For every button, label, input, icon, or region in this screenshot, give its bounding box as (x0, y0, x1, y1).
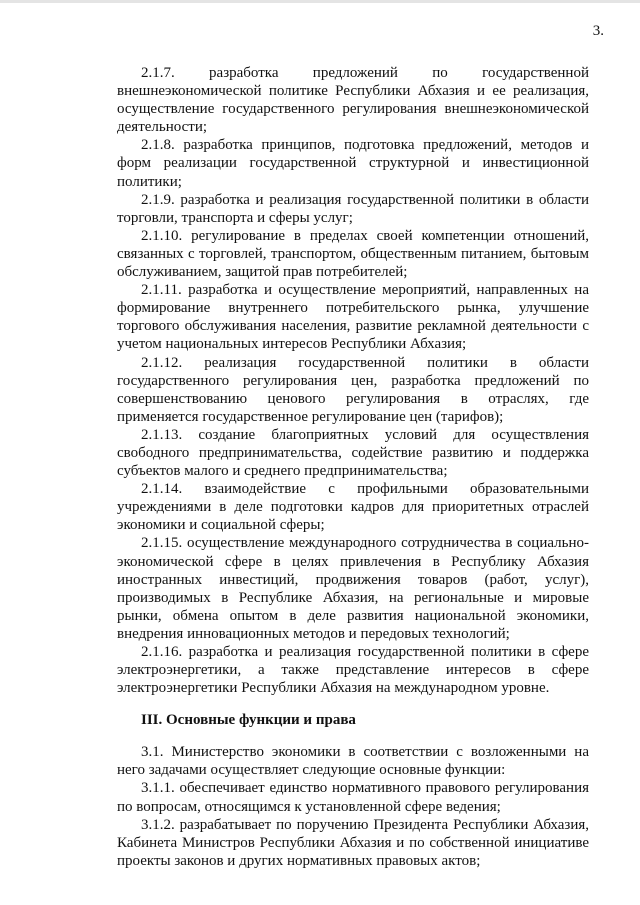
paragraph-3-1-1: 3.1.1. обеспечивает единство нормативного правового регулирования по вопросам, относящимся к установленной сфере ведения; (117, 780, 589, 815)
paragraph-3-1: 3.1. Министерство экономики в соответствии с возложенными на него задачами осуществляет следующие основные функции: (117, 744, 589, 779)
paragraph-2-1-9: 2.1.9. разработка и реализация государственной политики в области торговли, транспорта и сферы услуг; (117, 191, 589, 226)
page-number: 3. (592, 23, 604, 39)
paragraph-2-1-10: 2.1.10. регулирование в пределах своей компетенции отношений, связанных с торговлей, транспортом, общественным питанием, бытовым обслуживанием, защитой прав потребителей; (117, 227, 589, 281)
paragraph-2-1-15: 2.1.15. осуществление международного сотрудничества в социально-экономической сфере в целях привлечения в Республику Абхазия иностранных инвестиций, продвижения товаров (работ, услуг), производимых в Республике Абхазия, на региональные и мировые рынки, обмена опытом в деле развития национальной экономики, внедрения инновационных методов и передовых технологий; (117, 535, 589, 642)
paragraph-3-1-2: 3.1.2. разрабатывает по поручению Президента Республики Абхазия, Кабинета Министров Республики Абхазия и по собственной инициативе проекты законов и других нормативных правовых актов; (117, 816, 589, 869)
paragraph-2-1-14: 2.1.14. взаимодействие с профильными образовательными учреждениями в деле подготовки кадров для приоритетных отраслей экономики и социальной сферы; (117, 481, 589, 534)
paragraph-2-1-8: 2.1.8. разработка принципов, подготовка предложений, методов и форм реализации государственной структурной и инвестиционной политики; (117, 137, 589, 190)
paragraph-2-1-11: 2.1.11. разработка и осуществление мероприятий, направленных на формирование внутреннего потребительского рынка, улучшение торгового обслуживания населения, развитие рекламной деятельности с учетом национальных интересов Республики Абхазия; (117, 282, 589, 353)
paragraph-2-1-16: 2.1.16. разработка и реализация государственной политики в сфере электроэнергетики, а также представление интересов в сфере электроэнергетики Республики Абхазия на международном уровне. (117, 644, 589, 697)
document-body (117, 64, 589, 870)
section-heading: III. Основные функции и права (141, 712, 356, 729)
paragraph-2-1-12: 2.1.12. реализация государственной политики в области государственного регулирования цен, разработка предложений по совершенствованию ценового регулирования в отраслях, где применяется государственное регулирование цен (тарифов); (117, 354, 589, 425)
scan-edge-line (0, 0, 640, 3)
paragraph-2-1-13: 2.1.13. создание благоприятных условий для осуществления свободного предпринимательства, содействие развитию и поддержка субъектов малого и среднего предпринимательства; (117, 426, 589, 480)
paragraph-2-1-7: 2.1.7. разработка предложений по государственной внешнеэкономической политике Республики Абхазия и ее реализация, осуществление государственного регулирования внешнеэкономической деятельности; (117, 65, 589, 136)
